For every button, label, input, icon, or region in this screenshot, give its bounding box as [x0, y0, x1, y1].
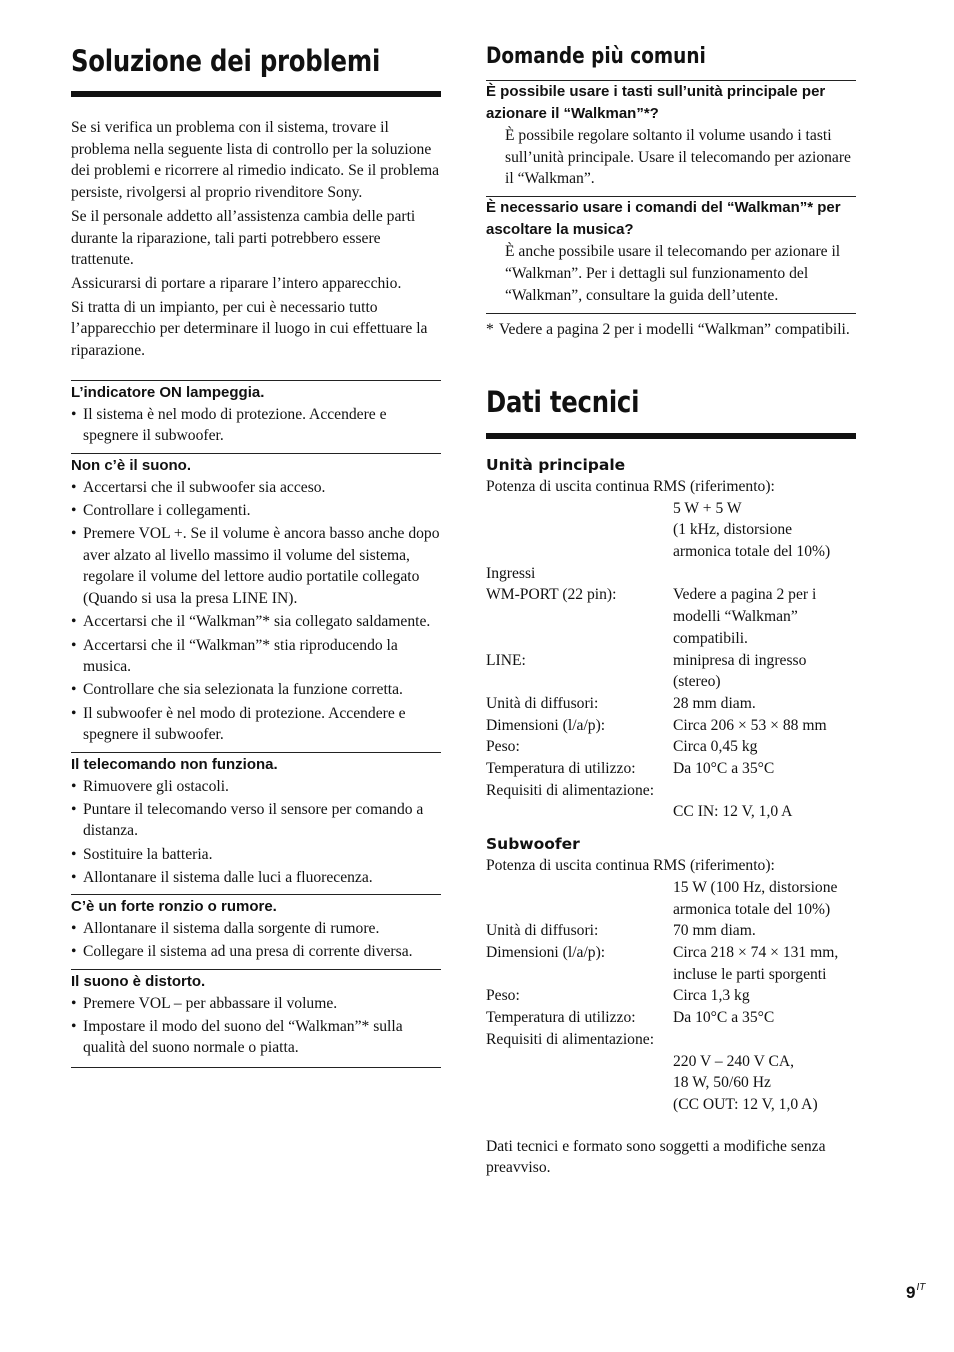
section-divider [71, 752, 441, 753]
section-heading-distorted: Il suono è distorto. [71, 972, 206, 990]
spec-value: modelli “Walkman” [673, 608, 798, 626]
spec-value: (stereo) [673, 673, 721, 691]
section-list [71, 404, 441, 447]
page-number [906, 1283, 925, 1303]
list-item: • Controllare i collegamenti. [71, 500, 441, 522]
intro-paragraph: Assicurarsi di portare a riparare l’intero apparecchio. [71, 274, 402, 292]
section-list [71, 993, 441, 1060]
spec-label: Temperatura di utilizzo: [486, 760, 636, 778]
spec-label: LINE: [486, 651, 526, 669]
intro-paragraph: Se il personale addetto all’assistenza cambia delle parti durante la riparazione, tali parti potrebbero essere trattenute. [71, 207, 416, 269]
list-item: • Il subwoofer è nel modo di protezione. Accendere e spegnere il subwoofer. [71, 703, 441, 746]
list-item: • Il sistema è nel modo di protezione. Accendere e spegnere il subwoofer. [71, 404, 441, 447]
spec-value: (CC OUT: 12 V, 1,0 A) [673, 1095, 818, 1113]
troubleshooting-title: Soluzione dei problemi [71, 44, 381, 78]
spec-value-block [486, 877, 856, 920]
spec-row [486, 715, 856, 737]
spec-row [486, 736, 856, 758]
spec-value-block [486, 498, 856, 563]
spec-value: armonica totale del 10%) [673, 900, 831, 918]
spec-value-block [673, 584, 856, 649]
section-heading-hum: C’è un forte ronzio o rumore. [71, 898, 277, 916]
list-item: • Allontanare il sistema dalla sorgente di rumore. [71, 918, 441, 940]
subwoofer-specs [486, 855, 856, 1115]
list-item: • Sostituire la batteria. [71, 844, 441, 866]
spec-label: Potenza di uscita continua RMS (riferimento): [486, 477, 775, 495]
section-divider [71, 453, 441, 454]
section-list [71, 477, 441, 746]
section-heading-no-sound: Non c’è il suono. [71, 456, 192, 474]
main-unit-heading: Unità principale [486, 455, 626, 474]
spec-value: incluse le parti sporgenti [673, 965, 827, 983]
list-item: • Rimuovere gli ostacoli. [71, 776, 441, 798]
troubleshooting-column [71, 0, 441, 1068]
spec-label: Dimensioni (l/a/p): [486, 943, 606, 961]
troubleshooting-intro [71, 117, 441, 362]
intro-paragraph: Si tratta di un impianto, per cui è necessario tutto l’apparecchio per determinare il luogo in cui effettuare la riparazione. [71, 298, 428, 360]
page-language-suffix: IT [916, 1282, 926, 1293]
spec-label: WM-PORT (22 pin): [486, 586, 617, 604]
intro-paragraph: Se si verifica un problema con il sistema, trovare il problema nella seguente lista di controllo per la soluzione dei problemi e ricorrere al rimedio indicato. Se il problema persiste, rivolgersi al proprio rivenditore Sony. [71, 119, 440, 202]
footnote-text: Vedere a pagina 2 per i modelli “Walkman” compatibili. [499, 321, 850, 339]
faq-title: Domande più comuni [486, 44, 706, 69]
list-item: • Impostare il modo del suono del “Walkman”* sulla qualità del suono normale o piatta. [71, 1016, 441, 1059]
spec-value-block [673, 942, 856, 985]
faq-answer: È anche possibile usare il telecomando per azionare il “Walkman”. Per i dettagli sul funzionamento del “Walkman”, consultare la guida dell’utente. [505, 243, 841, 304]
spec-value: Circa 218 × 74 × 131 mm, [673, 943, 839, 961]
list-item: • Puntare il telecomando verso il sensore per comando a distanza. [71, 799, 441, 842]
spec-value: 18 W, 50/60 Hz [673, 1074, 771, 1092]
spec-value: 220 V – 240 V CA, [673, 1052, 795, 1070]
spec-value: 70 mm diam. [673, 922, 756, 940]
spec-value: CC IN: 12 V, 1,0 A [673, 803, 793, 821]
spec-row [486, 985, 856, 1007]
section-list [71, 918, 441, 963]
faq-specs-column [486, 0, 856, 1179]
spec-row [486, 758, 856, 780]
spec-value: compatibili. [673, 629, 748, 647]
spec-value: Vedere a pagina 2 per i [673, 586, 817, 604]
spec-label: Unità di diffusori: [486, 922, 599, 940]
section-divider [71, 894, 441, 895]
spec-value: Circa 206 × 53 × 88 mm [673, 716, 827, 734]
main-unit-specs [486, 476, 856, 823]
faq-question: È possibile usare i tasti sull’unità principale per azionare il “Walkman”*? [486, 83, 826, 122]
subwoofer-heading: Subwoofer [486, 835, 580, 854]
spec-label: Dimensioni (l/a/p): [486, 716, 606, 734]
section-list [71, 776, 441, 889]
spec-label: Potenza di uscita continua RMS (riferimento): [486, 857, 775, 875]
spec-value-block [486, 1051, 856, 1116]
section-heading-remote: Il telecomando non funziona. [71, 755, 278, 773]
section-heading-on-indicator: L’indicatore ON lampeggia. [71, 383, 265, 401]
section-divider [71, 380, 441, 381]
spec-value: minipresa di ingresso [673, 651, 807, 669]
faq-question: È necessario usare i comandi del “Walkman”* per ascoltare la musica? [486, 199, 841, 239]
section-divider [71, 1067, 441, 1068]
section-divider [71, 969, 441, 970]
list-item: • Premere VOL – per abbassare il volume. [71, 993, 441, 1015]
spec-value: Circa 1,3 kg [673, 987, 750, 1005]
spec-value: Da 10°C a 35°C [673, 760, 775, 778]
spec-row [486, 1007, 856, 1029]
specs-title: Dati tecnici [486, 384, 640, 419]
list-item: • Accertarsi che il subwoofer sia acceso. [71, 477, 441, 499]
spec-value: Circa 0,45 kg [673, 738, 758, 756]
list-item: • Collegare il sistema ad una presa di corrente diversa. [71, 941, 441, 963]
spec-row [486, 584, 856, 649]
spec-label: Unità di diffusori: [486, 694, 599, 712]
spec-label: Peso: [486, 738, 520, 756]
spec-row [486, 693, 856, 715]
list-item: • Accertarsi che il “Walkman”* stia riproducendo la musica. [71, 635, 441, 678]
page-number-value: 9 [906, 1283, 916, 1302]
spec-value: 15 W (100 Hz, distorsione [673, 878, 838, 896]
spec-label: Requisiti di alimentazione: [486, 1030, 655, 1048]
spec-value: 5 W + 5 W [673, 499, 742, 517]
spec-value: 28 mm diam. [673, 694, 756, 712]
spec-row [486, 650, 856, 693]
list-item: • Allontanare il sistema dalle luci a fluorecenza. [71, 867, 441, 889]
spec-row [486, 942, 856, 985]
list-item: • Premere VOL +. Se il volume è ancora basso anche dopo aver alzato al livello massimo il volume del sistema, regolare il volume del lettore audio portatile collegato (Quando si usa la presa LINE IN). [71, 523, 441, 610]
spec-label: Peso: [486, 987, 520, 1005]
faq-answer: È possibile regolare soltanto il volume usando i tasti sull’unità principale. Usare il telecomando per azionare il “Walkman”. [505, 127, 851, 188]
list-item: • Controllare che sia selezionata la funzione corretta. [71, 679, 441, 701]
list-item: • Accertarsi che il “Walkman”* sia collegato saldamente. [71, 611, 441, 633]
footnote-mark: * [486, 321, 494, 339]
spec-label: Temperatura di utilizzo: [486, 1009, 636, 1027]
spec-value: Da 10°C a 35°C [673, 1009, 775, 1027]
spec-label: Ingressi [486, 564, 536, 582]
spec-value-block [673, 650, 856, 693]
spec-value: (1 kHz, distorsione [673, 521, 793, 539]
footnote [486, 319, 856, 341]
spec-row [486, 920, 856, 942]
spec-value: armonica totale del 10%) [673, 543, 831, 561]
spec-label: Requisiti di alimentazione: [486, 781, 655, 799]
specs-notice: Dati tecnici e formato sono soggetti a modifiche senza preavviso. [486, 1137, 826, 1177]
